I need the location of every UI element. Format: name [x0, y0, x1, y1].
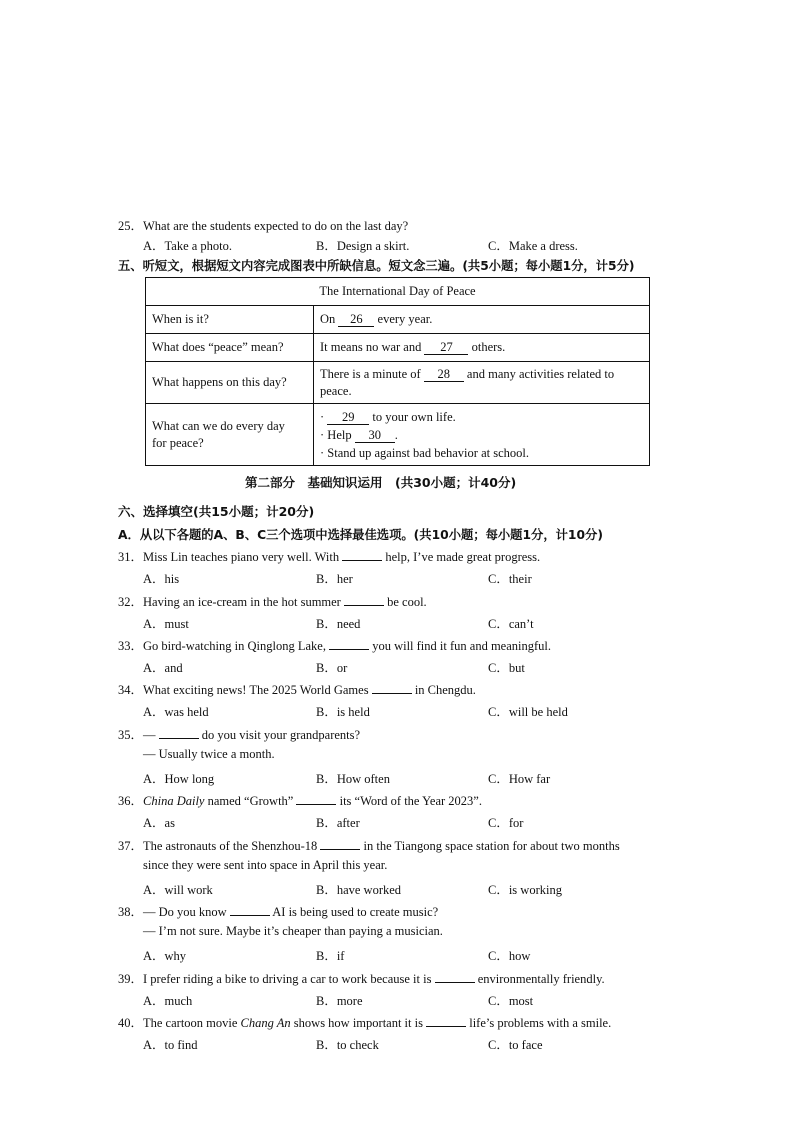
- q39-post: environmentally friendly.: [477, 972, 605, 986]
- row2-pre: It means no war and: [320, 340, 422, 354]
- q37-option-a[interactable]: A．will work: [143, 883, 213, 897]
- row2-post: others.: [471, 340, 506, 354]
- q40-post: life’s problems with a smile.: [469, 1016, 612, 1030]
- q25-option-c[interactable]: C．Make a dress.: [488, 239, 578, 253]
- q38-option-b[interactable]: B．if: [316, 949, 345, 963]
- q37-line2: since they were sent into space in April this year.: [143, 858, 388, 872]
- q40-option-c[interactable]: C．to face: [488, 1038, 543, 1052]
- q38-option-a[interactable]: A．why: [143, 949, 187, 963]
- q25-option-a[interactable]: A．Take a photo.: [143, 239, 233, 253]
- question-40: [118, 1013, 611, 1031]
- row3-post2: peace.: [320, 383, 352, 398]
- q32-post: be cool.: [387, 595, 427, 609]
- section-6-sub-a: A．从以下各题的A、B、C三个选项中选择最佳选项。(共10小题；每小题1分，计10分): [118, 528, 603, 542]
- section-6-heading: 六、选择填空(共15小题；计20分): [118, 504, 315, 519]
- peace-day-table: [145, 277, 650, 466]
- q39-blank[interactable]: [435, 981, 475, 983]
- bullet-1: ·: [320, 409, 325, 424]
- q40-option-b[interactable]: B．to check: [316, 1038, 379, 1052]
- row4-q1: What can we do every day: [152, 418, 285, 433]
- blank-28[interactable]: 28: [424, 367, 464, 382]
- q35-blank[interactable]: [159, 737, 199, 739]
- q37-option-b[interactable]: B．have worked: [316, 883, 402, 897]
- q31-blank[interactable]: [342, 559, 382, 561]
- q31-post: help, I’ve made great progress.: [385, 550, 541, 564]
- q35-option-c[interactable]: C．How far: [488, 772, 551, 786]
- q39-option-b[interactable]: B．more: [316, 994, 363, 1008]
- row1-answer: [314, 306, 650, 334]
- q40-italic: Chang An: [240, 1016, 291, 1030]
- blank-26[interactable]: 26: [338, 312, 374, 327]
- q35-post: do you visit your grandparents?: [201, 728, 361, 742]
- q36-post: its “Word of the Year 2023”.: [339, 794, 482, 808]
- question-31: [118, 547, 540, 565]
- row4-q2: for peace?: [152, 435, 204, 450]
- row4-question: [146, 404, 314, 466]
- q40-mid: shows how important it is: [290, 1016, 423, 1030]
- q34-option-a[interactable]: A．was held: [143, 705, 209, 719]
- q35-line2: — Usually twice a month.: [143, 747, 275, 761]
- q33-pre: 33．Go bird-watching in Qinglong Lake,: [118, 639, 326, 653]
- q34-option-b[interactable]: B．is held: [316, 705, 370, 719]
- row3-pre: There is a minute of: [320, 366, 421, 381]
- blank-30[interactable]: 30: [355, 428, 395, 443]
- q38-post: AI is being used to create music?: [272, 905, 439, 919]
- q38-pre: 38．— Do you know: [118, 905, 227, 919]
- row4-answer: [314, 404, 650, 466]
- row2-question: What does “peace” mean?: [146, 334, 314, 362]
- blank-27[interactable]: 27: [424, 340, 468, 355]
- q34-post: in Chengdu.: [414, 683, 476, 697]
- q38-option-c[interactable]: C．how: [488, 949, 531, 963]
- q36-mid: named “Growth”: [204, 794, 294, 808]
- q36-option-b[interactable]: B．after: [316, 816, 360, 830]
- blank-29[interactable]: 29: [327, 410, 369, 425]
- row1-post: every year.: [377, 312, 433, 326]
- row1-question: When is it?: [146, 306, 314, 334]
- q34-blank[interactable]: [372, 692, 412, 694]
- question-35: [118, 725, 360, 743]
- q37-post: in the Tiangong space station for about two months: [363, 839, 620, 853]
- row1-pre: On: [320, 312, 336, 326]
- q33-option-c[interactable]: C．but: [488, 661, 525, 675]
- question-33: [118, 636, 551, 654]
- row4-b2-pre: · Help: [320, 427, 352, 442]
- section-5-heading: 五、听短文，根据短文内容完成图表中所缺信息。短文念三遍。(共5小题；每小题1分，计5分): [118, 259, 635, 273]
- q37-blank[interactable]: [320, 848, 360, 850]
- q31-option-b[interactable]: B．her: [316, 572, 353, 586]
- q34-pre: 34．What exciting news! The 2025 World Games: [118, 683, 369, 697]
- q40-option-a[interactable]: A．to find: [143, 1038, 198, 1052]
- row3-post: and many activities related to: [466, 366, 615, 381]
- part-2-heading: 第二部分 基础知识运用 (共30小题；计40分): [245, 475, 517, 490]
- question-text: 25．What are the students expected to do on the last day?: [118, 219, 409, 233]
- q39-pre: 39．I prefer riding a bike to driving a car to work because it is: [118, 972, 432, 986]
- question-32: [118, 592, 427, 610]
- q40-pre: 40．The cartoon movie: [118, 1016, 241, 1030]
- q35-option-a[interactable]: A．How long: [143, 772, 215, 786]
- question-34: [118, 680, 476, 698]
- q32-option-a[interactable]: A．must: [143, 617, 189, 631]
- q36-blank[interactable]: [296, 803, 336, 805]
- q38-line2: — I’m not sure. Maybe it’s cheaper than paying a musician.: [143, 924, 443, 938]
- question-25: [118, 216, 408, 234]
- q36-italic: China Daily: [143, 794, 205, 808]
- question-38: [118, 902, 438, 920]
- question-39: [118, 969, 605, 987]
- q31-option-c[interactable]: C．their: [488, 572, 532, 586]
- q38-blank[interactable]: [230, 914, 270, 916]
- q32-blank[interactable]: [344, 604, 384, 606]
- q36-option-c[interactable]: C．for: [488, 816, 524, 830]
- row3-question: What happens on this day?: [146, 362, 314, 404]
- q33-option-b[interactable]: B．or: [316, 661, 348, 675]
- q37-pre: 37．The astronauts of the Shenzhou-18: [118, 839, 318, 853]
- q36-option-a[interactable]: A．as: [143, 816, 175, 830]
- q32-option-b[interactable]: B．need: [316, 617, 361, 631]
- q25-option-b[interactable]: B．Design a skirt.: [316, 239, 410, 253]
- q33-post: you will find it fun and meaningful.: [372, 639, 551, 653]
- q40-blank[interactable]: [426, 1025, 466, 1027]
- q33-option-a[interactable]: A．and: [143, 661, 183, 675]
- q33-blank[interactable]: [329, 648, 369, 650]
- q39-option-a[interactable]: A．much: [143, 994, 193, 1008]
- q31-pre: 31．Miss Lin teaches piano very well. With: [118, 550, 340, 564]
- q35-option-b[interactable]: B．How often: [316, 772, 390, 786]
- question-37: [118, 836, 620, 854]
- row4-b3: · Stand up against bad behavior at school.: [320, 445, 529, 460]
- row2-answer: [314, 334, 650, 362]
- q35-pre: 35．—: [118, 728, 156, 742]
- row3-answer: [314, 362, 650, 404]
- row4-b1-post: to your own life.: [372, 409, 456, 424]
- row4-b2-post: .: [394, 427, 398, 442]
- q34-option-c[interactable]: C．will be held: [488, 705, 568, 719]
- q37-option-c[interactable]: C．is working: [488, 883, 562, 897]
- table-title: The International Day of Peace: [146, 278, 650, 306]
- q32-pre: 32．Having an ice-cream in the hot summer: [118, 595, 341, 609]
- q39-option-c[interactable]: C．most: [488, 994, 534, 1008]
- q36-pre: 36．: [118, 794, 144, 808]
- q31-option-a[interactable]: A．his: [143, 572, 180, 586]
- question-36: [118, 791, 482, 809]
- q32-option-c[interactable]: C．can’t: [488, 617, 534, 631]
